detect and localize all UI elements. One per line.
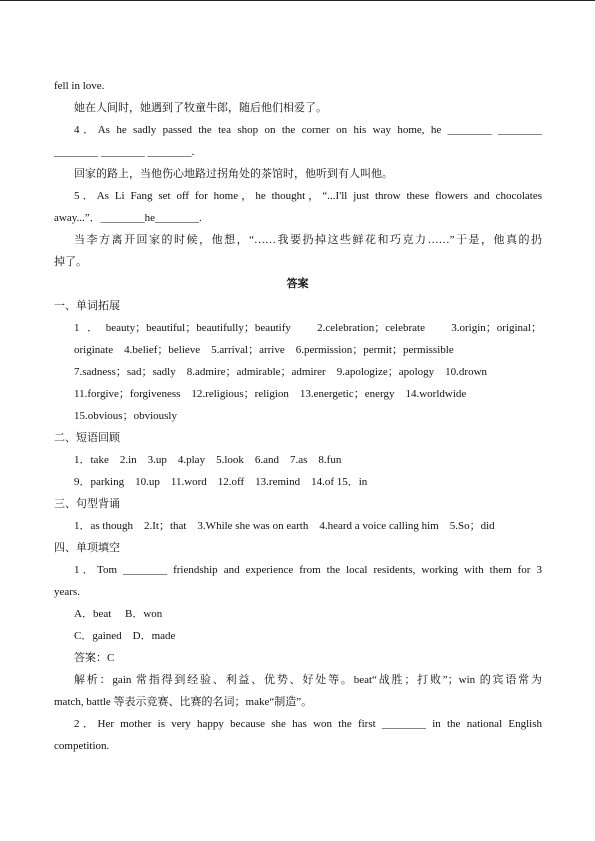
phrase-answer-line: 1．take 2.in 3.up 4.play 5.look 6.and 7.as 8.fun xyxy=(74,454,342,466)
mc-explanation-continued: match, battle 等表示竞赛、比赛的名词；make“制造”。 xyxy=(54,696,313,708)
mc-question-1: 1．Tom ________ friendship and experience from the local residents, working with them for 3 xyxy=(74,564,542,576)
answer-heading: 答案 xyxy=(286,278,309,290)
phrase-answer-line: 9．parking 10.up 11.word 12.off 13.remind 14.of 15．in xyxy=(74,476,368,488)
vocab-answer-line: originate 4.belief；believe 5.arrival；arrive 6.permission；permit；permissible xyxy=(74,344,454,356)
text-line-translation: 她在人间时，她遇到了牧童牛郎，随后他们相爱了。 xyxy=(74,102,327,114)
mc-question-1-continued: years. xyxy=(54,586,80,598)
section-heading-sentences: 三、句型背诵 xyxy=(54,498,120,510)
mc-question-2: 2．Her mother is very happy because she has won the first ________ in the national English xyxy=(74,718,542,730)
mc-answer: 答案：C xyxy=(74,652,115,664)
vocab-answer-line: 15.obvious；obviously xyxy=(74,410,177,422)
question-4-blanks: ________ ________ ________. xyxy=(54,146,195,158)
question-5-continued: away...”．________he________. xyxy=(54,212,202,224)
mc-options-cd: C．gained D．made xyxy=(74,630,176,642)
text-line-translation: 当李方离开回家的时候，他想，“……我要扔掉这些鲜花和巧克力……”于是，他真的扔 xyxy=(74,234,542,246)
question-4-line: 4．As he sadly passed the tea shop on the corner on his way home, he ________ ________ xyxy=(74,124,542,136)
section-heading-vocab: 一、单词拓展 xyxy=(54,300,120,312)
vocab-answer-line: 7.sadness；sad；sadly 8.admire；admirable；admirer 9.apologize；apology 10.drown xyxy=(74,366,488,378)
mc-options-ab: A．beat B．won xyxy=(74,608,163,620)
section-heading-phrases: 二、短语回顾 xyxy=(54,432,120,444)
vocab-answer-line: 1．beauty；beautiful；beautifully；beautify 2.celebration；celebrate 3.origin；original； xyxy=(74,322,542,334)
text-line-translation-end: 掉了。 xyxy=(54,256,87,268)
text-line-translation: 回家的路上，当他伤心地路过拐角处的茶馆时，他听到有人叫他。 xyxy=(74,168,393,180)
vocab-answer-line: 11.forgive；forgiveness 12.religious；religion 13.energetic；energy 14.worldwide xyxy=(74,388,467,400)
sentence-answer-line: 1．as though 2.It；that 3.While she was on earth 4.heard a voice calling him 5.So；did xyxy=(74,520,495,532)
section-heading-multiple-choice: 四、单项填空 xyxy=(54,542,120,554)
text-line: fell in love. xyxy=(54,80,105,92)
mc-explanation: 解析：gain 常指得到经验、利益、优势、好处等。beat“战胜；打败”；win 的宾语常为 xyxy=(74,674,542,686)
mc-question-2-continued: competition. xyxy=(54,740,110,752)
question-5-line: 5．As Li Fang set off for home，he thought，“...I'll just throw these flowers and chocolates xyxy=(74,190,542,202)
